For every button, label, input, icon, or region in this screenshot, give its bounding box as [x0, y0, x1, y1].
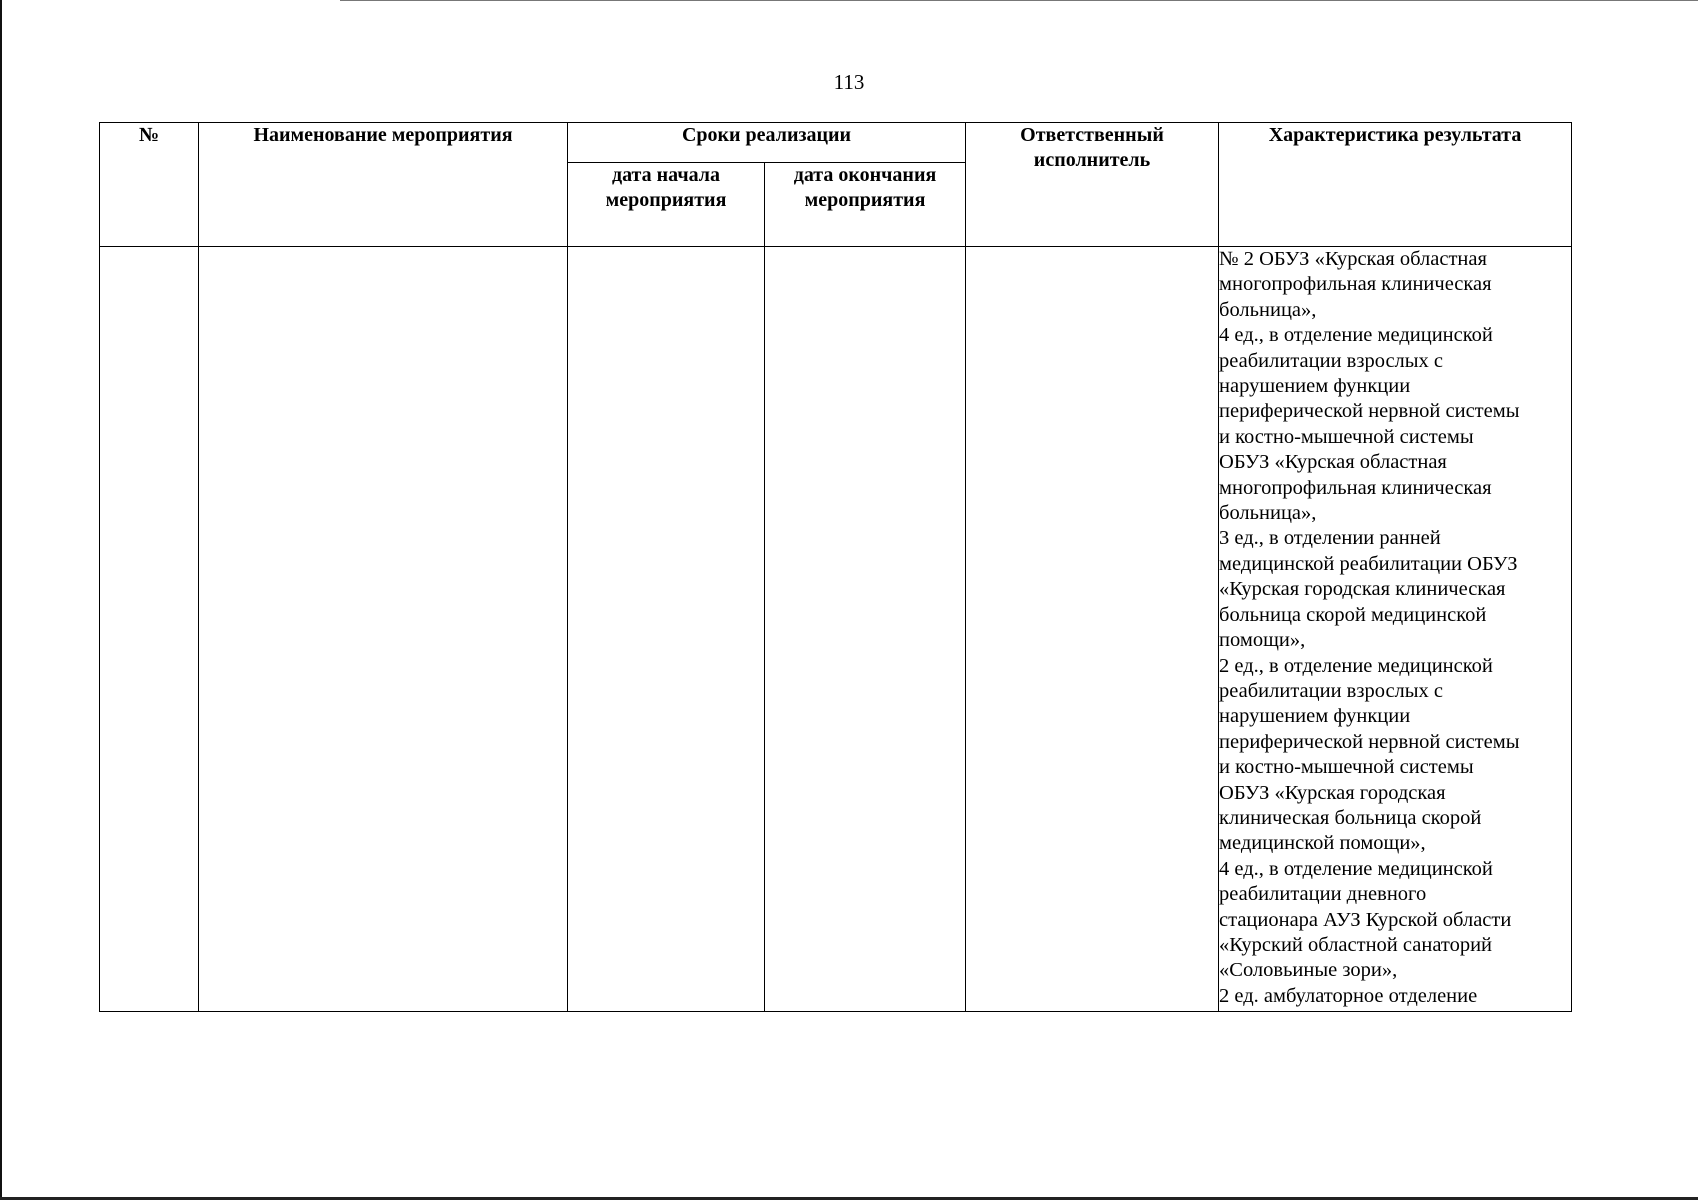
page-number: 113: [833, 70, 865, 94]
table-row: [100, 247, 1572, 1012]
result-line: ОБУЗ «Курская областная: [1219, 451, 1447, 474]
result-line: 2 ед. амбулаторное отделение: [1219, 984, 1478, 1007]
header-start-line: мероприятия: [605, 189, 727, 211]
scan-edge-top: [340, 0, 1698, 1]
result-line: многопрофильная клиническая: [1219, 273, 1492, 296]
header-end-line: мероприятия: [804, 189, 926, 211]
result-line: 3 ед., в отделении ранней: [1219, 527, 1441, 550]
result-line: больница»,: [1219, 298, 1317, 321]
result-line: ОБУЗ «Курская городская: [1219, 781, 1446, 804]
result-line: 2 ед., в отделение медицинской: [1219, 654, 1493, 677]
result-line: «Курский областной санаторий: [1219, 933, 1493, 956]
cell-start-date: [568, 247, 765, 1012]
header-row: [100, 123, 1572, 163]
header-name: Наименование мероприятия: [199, 123, 568, 247]
result-line: реабилитации взрослых с: [1219, 679, 1444, 702]
result-line: и костно-мышечной системы: [1219, 756, 1474, 779]
result-line: нарушением функции: [1219, 705, 1411, 728]
result-line: 4 ед., в отделение медицинской: [1219, 324, 1493, 347]
header-start-line: дата начала: [611, 164, 721, 186]
header-executor: [966, 123, 1219, 247]
result-line: больница»,: [1219, 502, 1317, 525]
result-line: нарушением функции: [1219, 375, 1411, 398]
cell-result: [1219, 247, 1572, 1012]
result-line: медицинской помощи»,: [1219, 832, 1426, 855]
cell-executor: [966, 247, 1219, 1012]
scan-edge-left: [0, 0, 2, 1200]
result-line: стационара АУЗ Курской области: [1219, 908, 1512, 931]
header-terms: Сроки реализации: [568, 123, 966, 163]
result-line: № 2 ОБУЗ «Курская областная: [1219, 248, 1487, 270]
header-executor-line: исполнитель: [1033, 149, 1151, 171]
header-num: №: [100, 123, 199, 247]
result-line: 4 ед., в отделение медицинской: [1219, 857, 1493, 880]
cell-end-date: [765, 247, 966, 1012]
result-line: помощи»,: [1219, 629, 1306, 652]
cell-num: [100, 247, 199, 1012]
measures-table: [99, 122, 1572, 1012]
result-line: клиническая больница скорой: [1219, 806, 1482, 829]
result-line: и костно-мышечной системы: [1219, 425, 1474, 448]
header-result: Характеристика результата: [1219, 123, 1572, 247]
cell-name: [199, 247, 568, 1012]
result-line: периферической нервной системы: [1219, 730, 1520, 753]
result-line: «Курская городская клиническая: [1219, 578, 1506, 601]
result-line: медицинской реабилитации ОБУЗ: [1219, 552, 1518, 575]
result-line: многопрофильная клиническая: [1219, 476, 1492, 499]
result-line: «Соловьиные зори»,: [1219, 959, 1398, 982]
header-end-line: дата окончания: [793, 164, 937, 186]
result-line: реабилитации взрослых с: [1219, 349, 1444, 372]
header-executor-line: Ответственный: [1020, 124, 1164, 146]
result-line: реабилитации дневного: [1219, 883, 1427, 906]
result-line: периферической нервной системы: [1219, 400, 1520, 423]
header-end-date: [765, 163, 966, 247]
result-line: больница скорой медицинской: [1219, 603, 1487, 626]
header-start-date: [568, 163, 765, 247]
